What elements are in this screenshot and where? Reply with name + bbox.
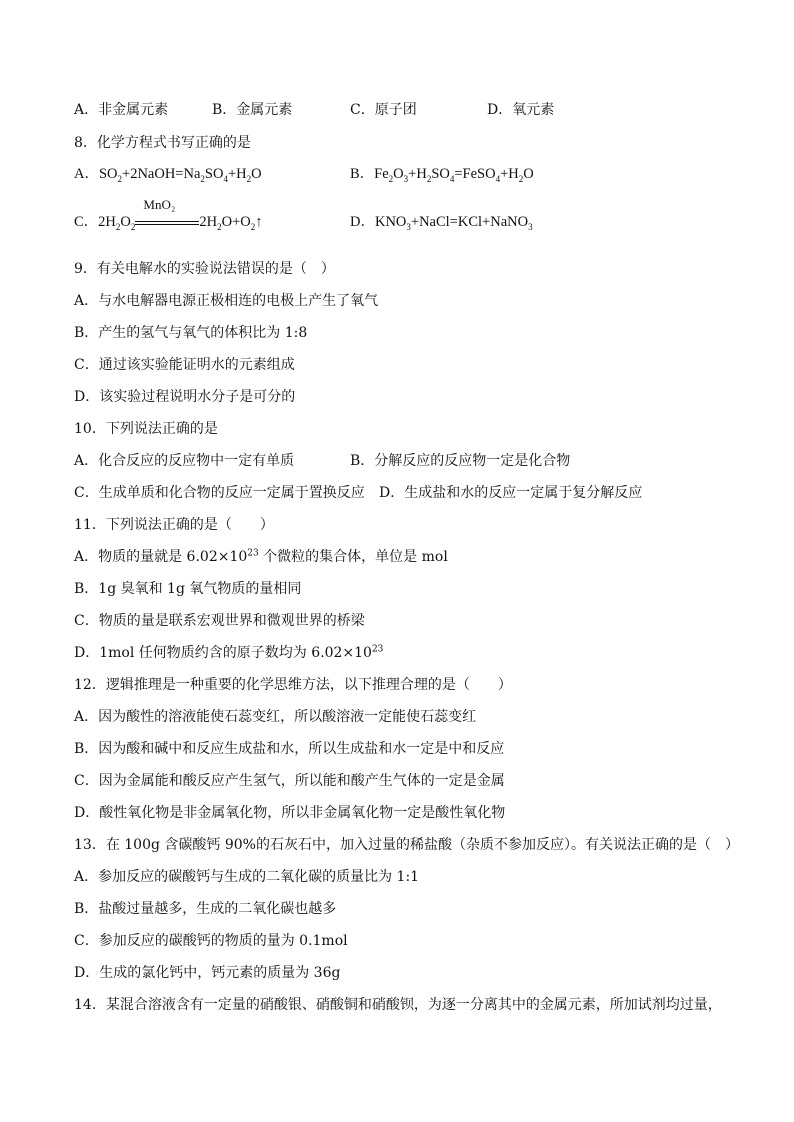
q13-stem: 13．在 100g 含碳酸钙 90%的石灰石中，加入过量的稀盐酸（杂质不参加反应）。有关说法正确的是（ ） bbox=[74, 837, 739, 853]
q7-option-d: D．氧元素 bbox=[487, 102, 555, 118]
q12-option-a: A．因为酸性的溶液能使石蕊变红，所以酸溶液一定能使石蕊变红 bbox=[74, 709, 477, 725]
q12-option-b: B．因为酸和碱中和反应生成盐和水，所以生成盐和水一定是中和反应 bbox=[74, 741, 505, 757]
q8-stem: 8．化学方程式书写正确的是 bbox=[74, 135, 251, 151]
q13-option-d: D．生成的氯化钙中，钙元素的质量为 36g bbox=[74, 965, 341, 981]
q9-option-c: C．通过该实验能证明水的元素组成 bbox=[74, 357, 295, 373]
q10-option-c: C．生成单质和化合物的反应一定属于置换反应 bbox=[74, 485, 365, 501]
option-label: C． bbox=[74, 214, 99, 230]
catalyst-label: MnO₂ bbox=[143, 196, 176, 212]
q13-option-c: C．参加反应的碳酸钙的物质的量为 0.1mol bbox=[74, 933, 348, 949]
q10-option-a: A．化合反应的反应物中一定有单质 bbox=[74, 453, 295, 469]
q9-option-d: D．该实验过程说明水分子是可分的 bbox=[74, 389, 296, 405]
q10-option-d: D．生成盐和水的反应一定属于复分解反应 bbox=[379, 485, 643, 501]
q12-option-d: D．酸性氧化物是非金属氧化物，所以非金属氧化物一定是酸性氧化物 bbox=[74, 805, 506, 821]
option-label: D． bbox=[350, 214, 375, 230]
q10-option-b: B．分解反应的反应物一定是化合物 bbox=[350, 453, 571, 469]
q14-stem: 14．某混合溶液含有一定量的硝酸银、硝酸铜和硝酸钡，为逐一分离其中的金属元素，所加试剂均过量， bbox=[74, 997, 722, 1013]
q11-option-c: C．物质的量是联系宏观世界和微观世界的桥梁 bbox=[74, 613, 365, 629]
q12-option-c: C．因为金属能和酸反应产生氢气，所以能和酸产生气体的一定是金属 bbox=[74, 773, 505, 789]
q8-option-c: C．$2H_2O_2$ MnO₂ $2H_2O+O_2↑$ bbox=[74, 196, 263, 232]
q8-option-d: D．$KNO_3+NaCl=KCl+NaNO_3$ bbox=[350, 214, 533, 232]
q11-option-a bbox=[74, 547, 448, 567]
q7-option-b: B．金属元素 bbox=[212, 102, 293, 118]
q10-stem: 10．下列说法正确的是 bbox=[74, 421, 218, 437]
catalyst-equals-sign bbox=[135, 196, 199, 233]
q13-option-a: A．参加反应的碳酸钙与生成的二氧化碳的质量比为 1:1 bbox=[74, 869, 420, 885]
q11-stem: 11．下列说法正确的是（ ） bbox=[74, 517, 274, 533]
q9-option-b: B．产生的氢气与氧气的体积比为 1:8 bbox=[74, 325, 308, 341]
q11-d-text: D．1mol 任何物质约含的原子数均为 6.02×10 bbox=[74, 645, 372, 661]
q11-option-d bbox=[74, 643, 383, 663]
option-label: A． bbox=[74, 166, 99, 182]
q13-option-b: B．盐酸过量越多，生成的二氧化碳也越多 bbox=[74, 901, 337, 917]
q9-option-a: A．与水电解器电源正极相连的电极上产生了氧气 bbox=[74, 293, 379, 309]
q9-stem: 9．有关电解水的实验说法错误的是（ ） bbox=[74, 261, 335, 277]
q12-stem: 12．逻辑推理是一种重要的化学思维方法，以下推理合理的是（ ） bbox=[74, 677, 512, 693]
q7-option-a: A．非金属元素 bbox=[74, 102, 169, 118]
q8-option-a: A．$SO_2+2NaOH=Na_2SO_4+H_2O$ bbox=[74, 166, 262, 184]
option-label: B． bbox=[350, 166, 375, 182]
q11-option-b: B．1g 臭氧和 1g 氧气物质的量相同 bbox=[74, 581, 302, 597]
q7-option-c: C．原子团 bbox=[350, 102, 417, 118]
q11-a-text-tail: 个微粒的集合体，单位是 mol bbox=[258, 549, 448, 565]
q8-option-b: B．$Fe_2O_3+H_2SO_4=FeSO_4+H_2O$ bbox=[350, 166, 534, 184]
exponent: 23 bbox=[371, 644, 384, 655]
exponent: 23 bbox=[247, 548, 259, 559]
q11-a-text: A．物质的量就是 6.02×10 bbox=[74, 549, 248, 565]
